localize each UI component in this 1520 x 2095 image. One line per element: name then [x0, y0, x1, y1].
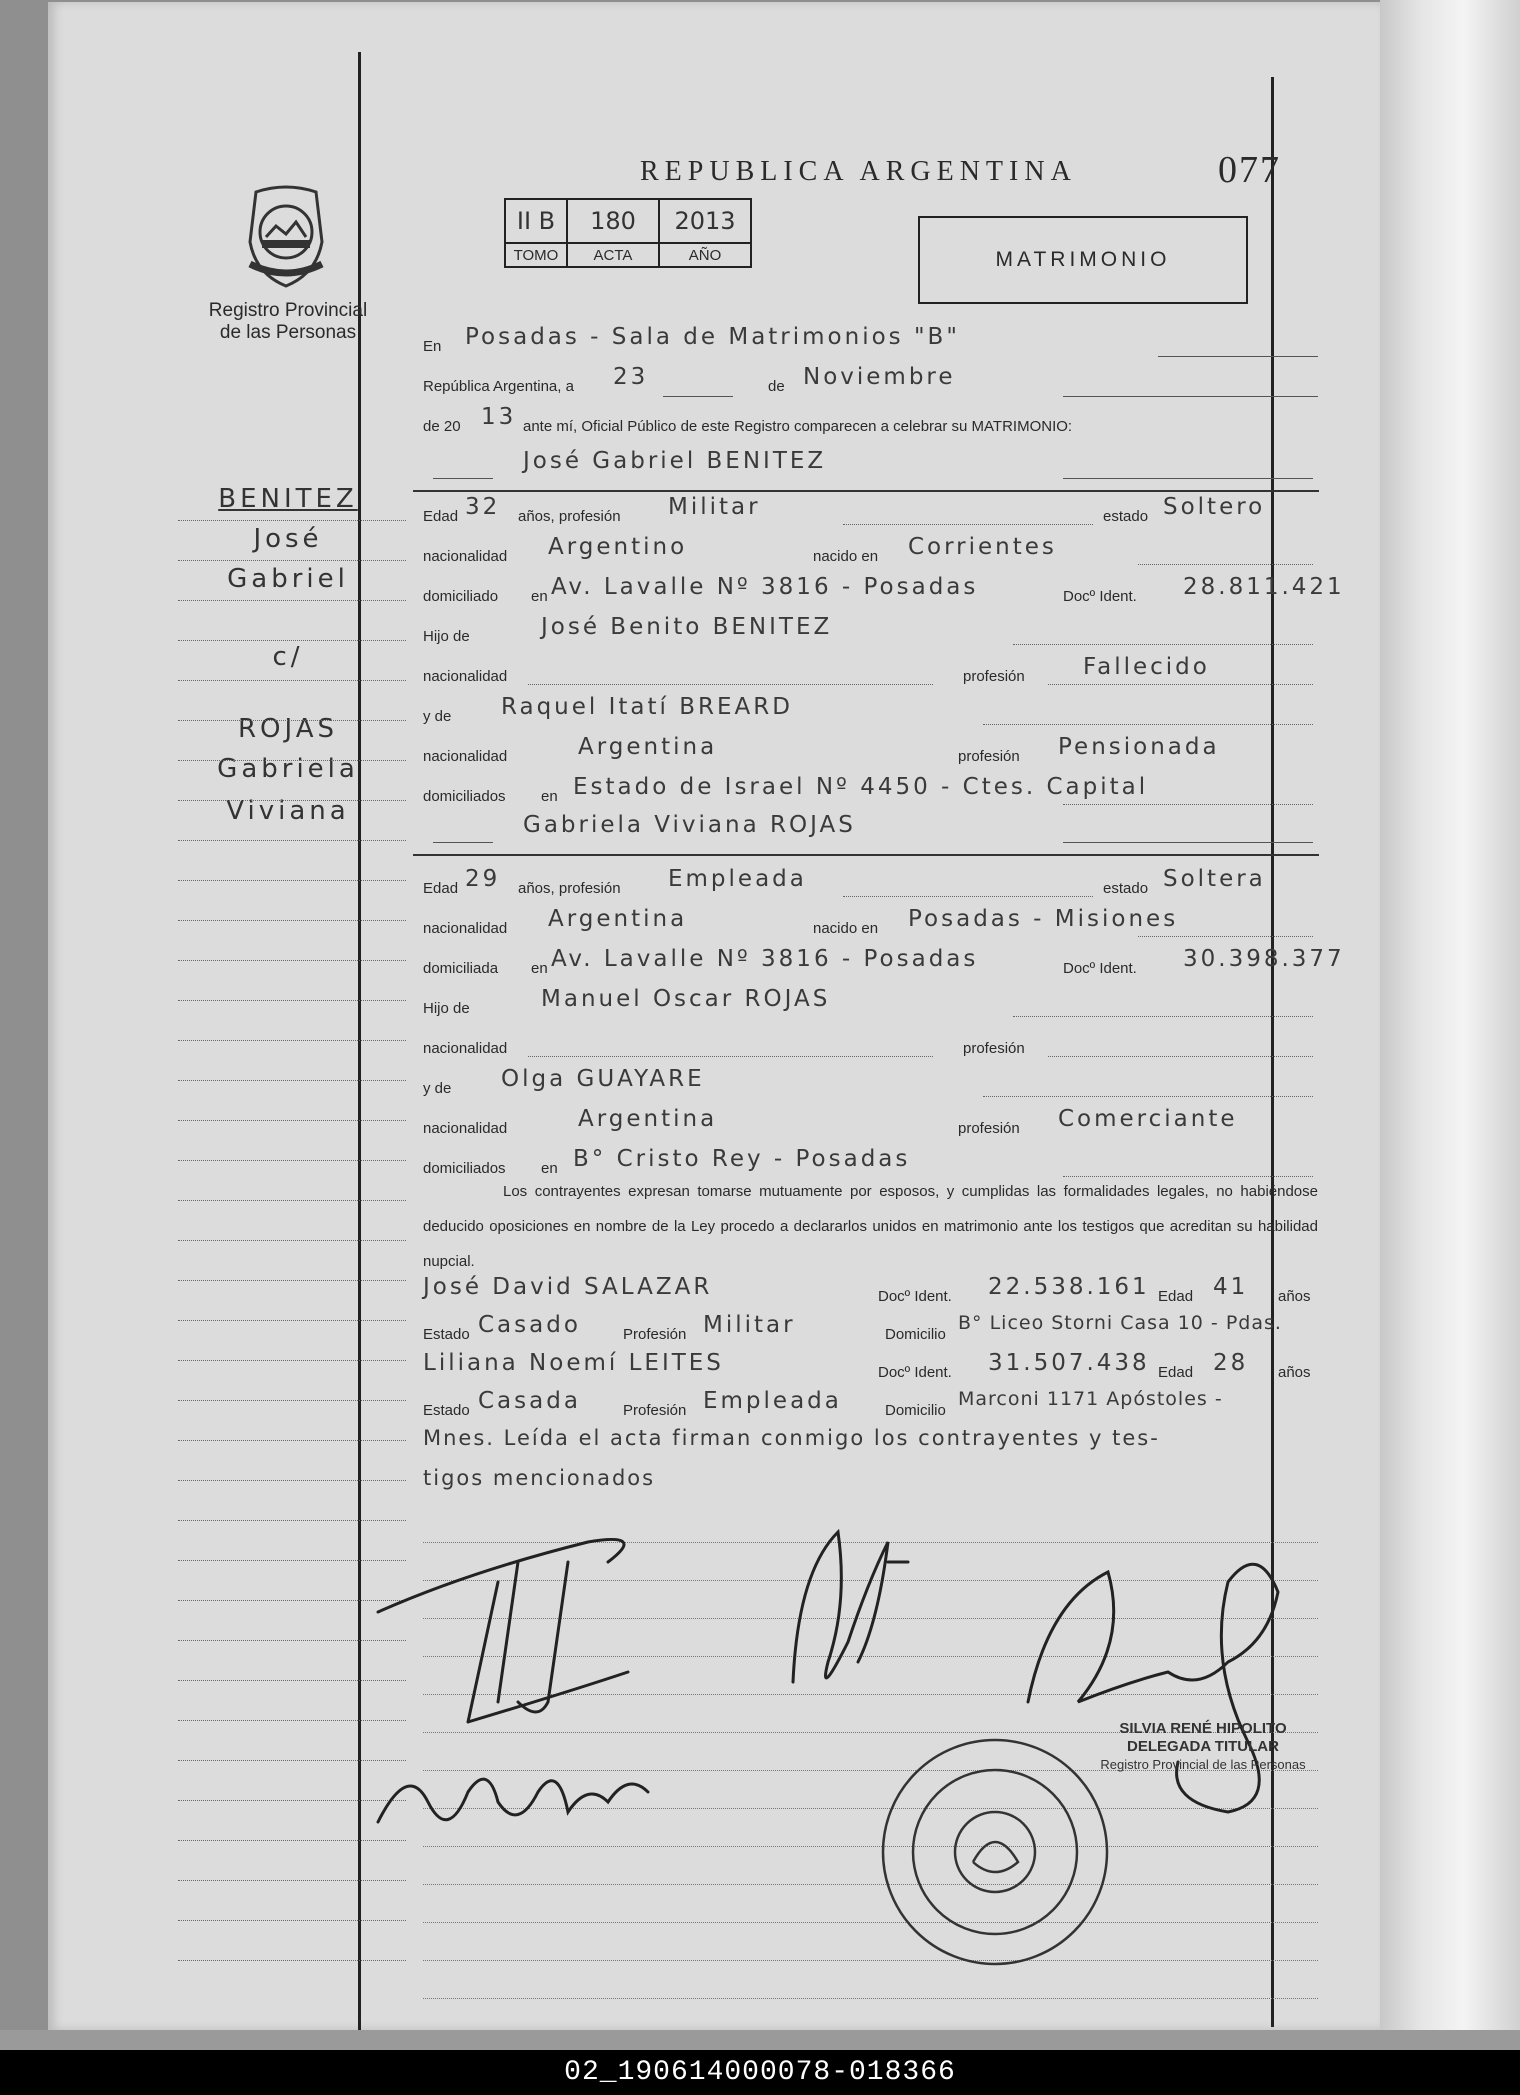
bride-parents-address: B° Cristo Rey - Posadas	[573, 1146, 911, 1172]
ruled-line	[423, 1808, 1318, 1809]
margin-entry-surname-groom: BENITEZ	[218, 484, 358, 514]
groom-hijo-label: Hijo de	[423, 628, 470, 645]
groom-father-profesion-label: profesión	[963, 668, 1025, 685]
groom-row-7	[423, 734, 1318, 774]
bride-father-profesion-label: profesión	[963, 1040, 1025, 1057]
margin-line	[178, 680, 406, 681]
groom-mother-nationality: Argentina	[578, 734, 718, 760]
groom-profession: Militar	[668, 494, 761, 520]
intro-statement-row: de 20 13 ante mí, Oficial Público de este Registro comparecen a celebrar su MATRIMONIO:	[423, 404, 1073, 435]
margin-line	[178, 1840, 406, 1841]
legal-declaration: Los contrayentes expresan tomarse mutuamente por esposos, y cumplidas las formalidades legales, no habiéndose deducido oposiciones en nombre de la Ley procedo a declararlos unidos en matrimonio ante los testigos que acreditan su habilidad nupcial.	[423, 1183, 1318, 1270]
groom-address: Av. Lavalle Nº 3816 - Posadas	[551, 574, 979, 600]
ruled-line	[423, 1922, 1318, 1923]
bride-hijo-label: Hijo de	[423, 1000, 470, 1017]
margin-line	[178, 1120, 406, 1121]
ruled-line	[423, 1960, 1318, 1961]
margin-line	[178, 640, 406, 641]
intro-date-row: República Argentina, a 23 de Noviembre	[423, 364, 1318, 404]
groom-edad-label: Edad	[423, 508, 459, 525]
bride-anos-label: años, profesión	[518, 880, 621, 897]
ceremony-year: 13	[481, 404, 517, 430]
bride-nationality: Argentina	[548, 906, 688, 932]
witness-2-age: 28	[1213, 1350, 1249, 1376]
margin-rule	[358, 52, 361, 2030]
witness-2-profession: Empleada	[703, 1388, 842, 1414]
margin-line	[178, 920, 406, 921]
witness-2-status: Casada	[478, 1388, 581, 1414]
witness-2-row-2: Estado Casada Profesión Empleada Domicilio Marconi 1171 Apóstoles -	[423, 1388, 1223, 1419]
bride-signature-icon	[378, 1779, 648, 1822]
bride-row-3	[423, 946, 1345, 986]
tomo-label: TOMO	[505, 243, 567, 267]
closing-note-line1: Mnes. Leída el acta firman conmigo los contrayentes y tes-	[423, 1426, 1160, 1450]
groom-anos-label: años, profesión	[518, 508, 621, 525]
closing-note-line2: tigos mencionados	[423, 1466, 656, 1490]
margin-line	[178, 1240, 406, 1241]
groom-mother-nationality-label: nacionalidad	[423, 748, 508, 765]
ruled-line	[423, 1656, 1318, 1657]
book-edge	[1380, 0, 1520, 2030]
bride-row-2	[423, 906, 1318, 946]
bride-row-7	[423, 1106, 1318, 1146]
margin-line	[178, 1920, 406, 1921]
bride-nacido-label: nacido en	[813, 920, 879, 937]
margin-line	[178, 1480, 406, 1481]
witness-2-name: Liliana Noemí LEITES	[423, 1350, 724, 1376]
groom-nationality: Argentino	[548, 534, 688, 560]
bride-name: Gabriela Viviana ROJAS	[523, 812, 856, 838]
witness-1-row-1: José David SALAZAR Docº Ident. 22.538.161 Edad 41 años	[423, 1274, 1311, 1305]
margin-entry-connector: c/	[272, 642, 304, 672]
margin-entry-middlename-bride: Viviana	[226, 796, 350, 826]
bride-mother-profesion-label: profesión	[958, 1120, 1020, 1137]
witness-1-age: 41	[1213, 1274, 1249, 1300]
margin-line	[178, 1080, 406, 1081]
groom-row-1	[423, 494, 1318, 534]
groom-nacionalidad-label: nacionalidad	[423, 548, 508, 565]
reference-table	[504, 198, 752, 268]
acta-label: ACTA	[567, 243, 659, 267]
witness-1-status: Casado	[478, 1312, 581, 1338]
ruled-line	[423, 1846, 1318, 1847]
misiones-coat-of-arms-icon	[236, 182, 336, 290]
registry-caption: Registro Provincial de las Personas	[208, 300, 368, 343]
margin-line	[178, 1960, 406, 1961]
bride-nacionalidad-label: nacionalidad	[423, 920, 508, 937]
margin-line	[178, 880, 406, 881]
bride-civil-status: Soltera	[1163, 866, 1266, 892]
margin-entry-firstname-groom: José	[253, 524, 323, 554]
bride-name-row	[423, 812, 1318, 852]
groom-yde-label: y de	[423, 708, 452, 725]
bride-parents-domicilio-label: domiciliados	[423, 1160, 506, 1177]
act-type-box: MATRIMONIO	[918, 216, 1248, 304]
margin-line	[178, 560, 406, 561]
bride-row-1	[423, 866, 1318, 906]
groom-mother-profession: Pensionada	[1058, 734, 1220, 760]
margin-line	[178, 1640, 406, 1641]
groom-parents-en-label: en	[541, 788, 558, 805]
ceremony-month: Noviembre	[803, 364, 956, 390]
groom-nacido-label: nacido en	[813, 548, 879, 565]
margin-line	[178, 1360, 406, 1361]
ruled-line	[423, 1580, 1318, 1581]
margin-line	[178, 1000, 406, 1001]
groom-father-profession: Fallecido	[1083, 654, 1210, 680]
ruled-line	[423, 1884, 1318, 1885]
margin-line	[178, 1440, 406, 1441]
ruled-line	[423, 1694, 1318, 1695]
margin-line	[178, 600, 406, 601]
margin-line	[178, 1520, 406, 1521]
witness1-signature-icon	[793, 1532, 908, 1682]
groom-mother: Raquel Itatí BREARD	[501, 694, 793, 720]
groom-father: José Benito BENITEZ	[541, 614, 833, 640]
margin-line	[178, 1880, 406, 1881]
country-heading: REPUBLICA ARGENTINA	[640, 156, 1077, 187]
groom-name-row	[423, 448, 1318, 488]
groom-civil-status: Soltero	[1163, 494, 1266, 520]
groom-row-5	[423, 654, 1318, 694]
bride-mother-nationality-label: nacionalidad	[423, 1120, 508, 1137]
groom-birthplace: Corrientes	[908, 534, 1057, 560]
bride-profession: Empleada	[668, 866, 807, 892]
groom-doc-number: 28.811.421	[1183, 574, 1345, 600]
witness-2-address: Marconi 1171 Apóstoles -	[958, 1388, 1223, 1410]
groom-parents-address: Estado de Israel Nº 4450 - Ctes. Capital	[573, 774, 1149, 800]
margin-line	[178, 1600, 406, 1601]
acta-value: 180	[567, 199, 659, 243]
groom-doc-label: Docº Ident.	[1063, 588, 1137, 605]
margin-line	[178, 1160, 406, 1161]
bride-birthplace: Posadas - Misiones	[908, 906, 1179, 932]
margin-line	[178, 1560, 406, 1561]
ceremony-day: 23	[613, 364, 649, 390]
bride-estado-label: estado	[1103, 880, 1149, 897]
bride-edad-label: Edad	[423, 880, 459, 897]
witness-2-row-1: Liliana Noemí LEITES Docº Ident. 31.507.438 Edad 28 años	[423, 1350, 1311, 1381]
witness-2-doc: 31.507.438	[988, 1350, 1150, 1376]
groom-row-3	[423, 574, 1345, 614]
bride-doc-label: Docº Ident.	[1063, 960, 1137, 977]
margin-line	[178, 1800, 406, 1801]
ceremony-place: Posadas - Sala de Matrimonios "B"	[465, 324, 960, 350]
bride-domicilio-label: domiciliada	[423, 960, 499, 977]
bride-row-4	[423, 986, 1318, 1026]
margin-line	[178, 800, 406, 801]
margin-line	[178, 960, 406, 961]
margin-line	[178, 520, 406, 521]
groom-domicilio-label: domiciliado	[423, 588, 499, 605]
bride-age: 29	[465, 866, 501, 892]
margin-line	[178, 1040, 406, 1041]
groom-age: 32	[465, 494, 501, 520]
bride-address: Av. Lavalle Nº 3816 - Posadas	[551, 946, 979, 972]
witness-1-doc: 22.538.161	[988, 1274, 1150, 1300]
margin-line	[178, 760, 406, 761]
bride-mother-nationality: Argentina	[578, 1106, 718, 1132]
image-caption: 02_190614000078-018366	[0, 2050, 1520, 2095]
witness-1-profession: Militar	[703, 1312, 796, 1338]
bride-mother: Olga GUAYARE	[501, 1066, 705, 1092]
intro-place-row: En Posadas - Sala de Matrimonios "B"	[423, 324, 1318, 364]
bride-row-6	[423, 1066, 1318, 1106]
bride-mother-profession: Comerciante	[1058, 1106, 1238, 1132]
margin-line	[178, 1680, 406, 1681]
ano-label: AÑO	[659, 243, 751, 267]
official-stamp: SILVIA RENÉ HIPOLITO DELEGADA TITULAR Registro Provincial de las Personas	[1100, 1720, 1306, 1772]
tomo-value: II B	[505, 199, 567, 243]
groom-estado-label: estado	[1103, 508, 1149, 525]
registry-seal-icon	[883, 1740, 1107, 1964]
folio-number: 077	[1218, 149, 1281, 191]
margin-line	[178, 1400, 406, 1401]
groom-row-2	[423, 534, 1318, 574]
margin-entry-surname-bride: ROJAS	[237, 714, 339, 744]
witness-1-row-2: Estado Casado Profesión Militar Domicilio B° Liceo Storni Casa 10 - Pdas.	[423, 1312, 1282, 1343]
witness-1-name: José David SALAZAR	[423, 1274, 713, 1300]
groom-row-4	[423, 614, 1318, 654]
ruled-line	[423, 1618, 1318, 1619]
bride-parents-en-label: en	[541, 1160, 558, 1177]
margin-line	[178, 1720, 406, 1721]
margin-entry-middlename-groom: Gabriel	[227, 564, 349, 594]
margin-line	[178, 1200, 406, 1201]
register-page	[48, 2, 1380, 2030]
margin-line	[178, 1320, 406, 1321]
witness-1-address: B° Liceo Storni Casa 10 - Pdas.	[958, 1312, 1282, 1334]
ruled-line	[423, 1998, 1318, 1999]
groom-row-8	[423, 774, 1318, 814]
groom-mother-profesion-label: profesión	[958, 748, 1020, 765]
bride-en-label: en	[531, 960, 548, 977]
margin-entry-firstname-bride: Gabriela	[217, 754, 359, 784]
bride-yde-label: y de	[423, 1080, 452, 1097]
margin-line	[178, 720, 406, 721]
bride-father: Manuel Oscar ROJAS	[541, 986, 831, 1012]
ruled-line	[423, 1542, 1318, 1543]
bride-row-5	[423, 1026, 1318, 1066]
bride-father-nationality-label: nacionalidad	[423, 1040, 508, 1057]
official-signature-icon	[1028, 1564, 1278, 1812]
margin-line	[178, 1760, 406, 1761]
groom-parents-domicilio-label: domiciliados	[423, 788, 506, 805]
groom-name: José Gabriel BENITEZ	[523, 448, 827, 474]
margin-line	[178, 840, 406, 841]
bride-doc-number: 30.398.377	[1183, 946, 1345, 972]
ano-value: 2013	[659, 199, 751, 243]
groom-father-nationality-label: nacionalidad	[423, 668, 508, 685]
groom-row-6	[423, 694, 1318, 734]
margin-line	[178, 1280, 406, 1281]
groom-en-label: en	[531, 588, 548, 605]
